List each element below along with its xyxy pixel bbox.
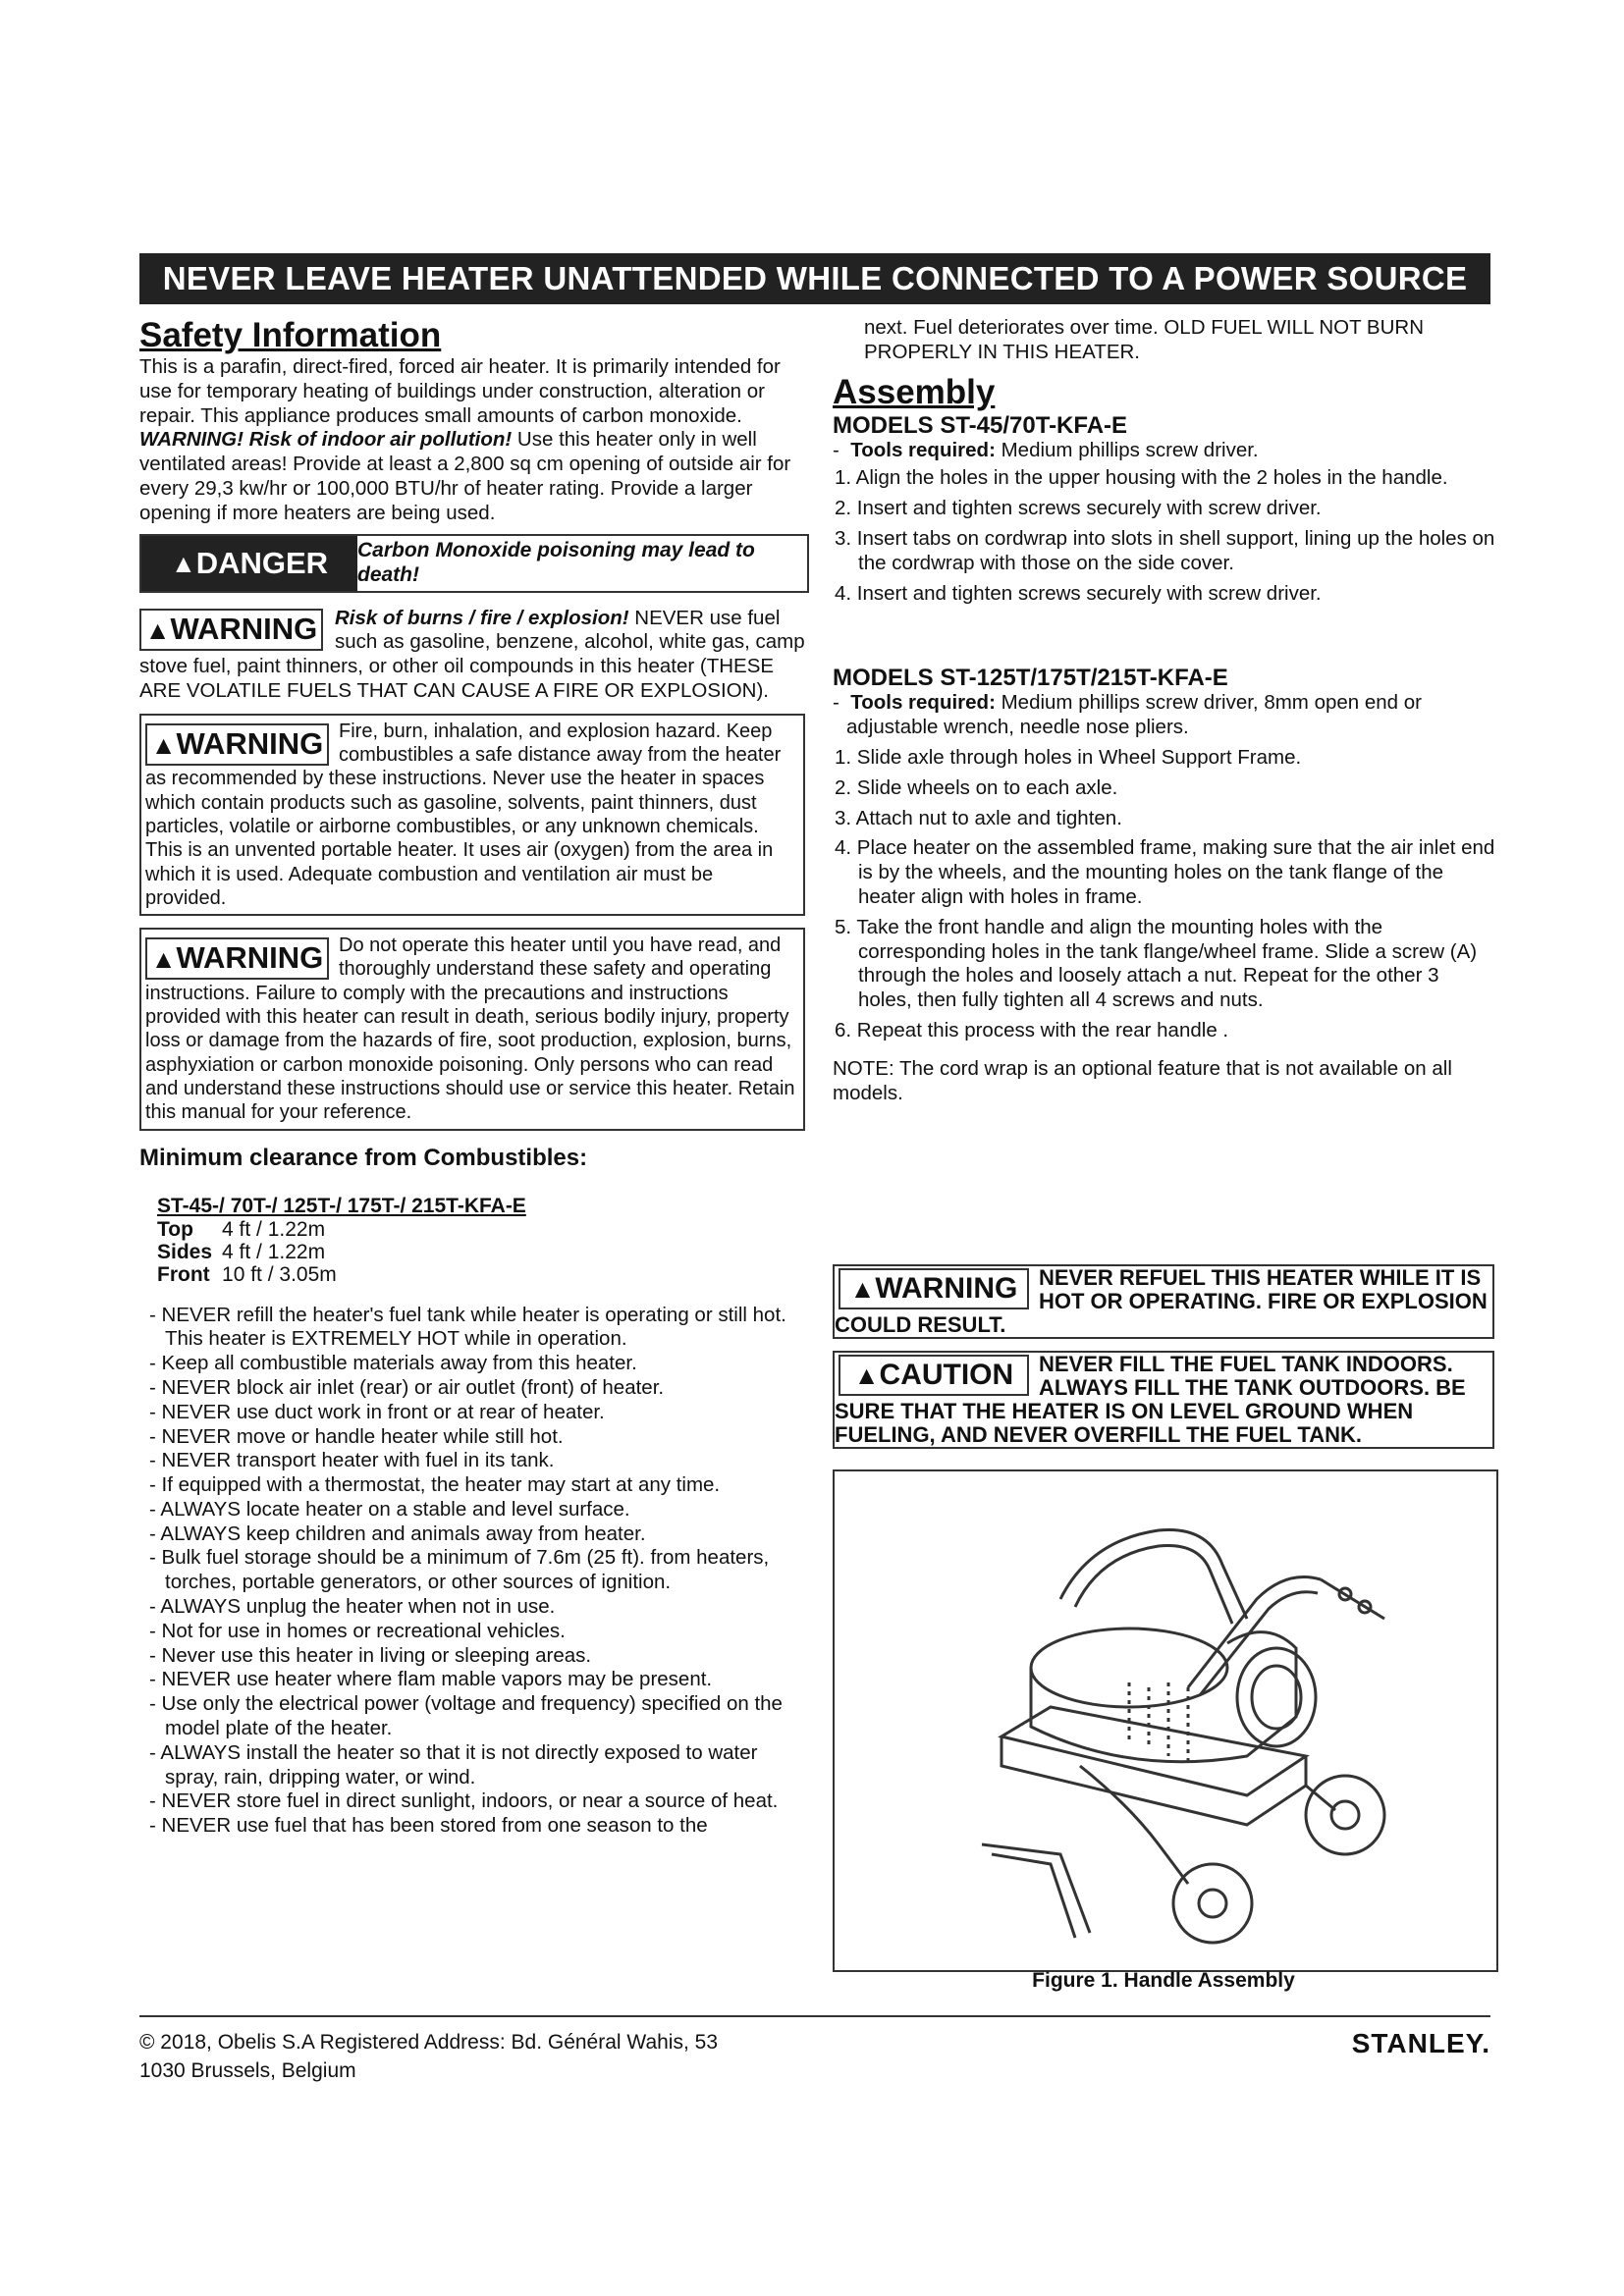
footer-copyright: © 2018, Obelis S.A Registered Address: Bd. Général Wahis, 53 1030 Brussels, Belgium: [139, 2031, 719, 2082]
warning-badge-refuel: ▲WARNING: [839, 1268, 1029, 1309]
fuel-continued: next. Fuel deteriorates over time. OLD FUEL WILL NOT BURN PROPERLY IN THIS HEATER.: [864, 316, 1425, 363]
list-item: - Bulk fuel storage should be a minimum of 7.6m (25 ft). from heaters, torches, portable generators, or other sources of ignition.: [149, 1546, 770, 1594]
top-banner: NEVER LEAVE HEATER UNATTENDED WHILE CONNECTED TO A POWER SOURCE: [139, 253, 1490, 304]
list-item: - NEVER use fuel that has been stored from one season to the: [149, 1814, 708, 1838]
list-item: 3. Attach nut to axle and tighten.: [835, 806, 1122, 829]
assembly-title: Assembly: [833, 372, 996, 411]
list-item: - NEVER use duct work in front or at rear of heater.: [149, 1400, 605, 1423]
list-item: - Keep all combustible materials away from this heater.: [149, 1352, 637, 1375]
right-column: [833, 316, 1496, 1105]
warning-1: ▲WARNING Risk of burns / fire / explosion! NEVER use fuel such as gasoline, benzene, alcohol, white gas, camp stove fuel, paint thinners, or other oil compounds in this heater (THESE ARE VOLATILE FUELS THAT CAN CAUSE A FIRE OR EXPLOSION).: [139, 606, 805, 702]
list-item: 3. Insert tabs on cordwrap into slots in shell support, lining up the holes on the cordwrap with those on the side cover.: [835, 526, 1495, 574]
warning-triangle-icon: ▲: [170, 548, 196, 578]
list-item: 1. Slide axle through holes in Wheel Support Frame.: [835, 745, 1302, 769]
models-2-title: MODELS ST-125T/175T/215T-KFA-E: [833, 665, 1228, 692]
list-item: 4. Place heater on the assembled frame, making sure that the air inlet end is by the wheels, and the mounting holes on the tank flange of the heater align with holes in frame.: [835, 836, 1495, 908]
clearance-title: Minimum clearance from Combustibles:: [139, 1144, 588, 1171]
warning-triangle-icon: ▲: [150, 729, 177, 760]
stanley-logo: STANLEY.: [1351, 2028, 1490, 2058]
warning-2: ▲WARNING Fire, burn, inhalation, and explosion hazard. Keep combustibles a safe distance away from the heater as recommended by these instructions. Never use the heater in spaces which contain products such as gasoline, solvents, paint thinners, dust particles, volatile or airborne combustibles, or any unknown chemicals. This is an unvented portable heater. It uses air (oxygen) from the area in which it is used. Adequate combustion and ventilation air must be provided.: [139, 714, 805, 916]
fill-caution: ▲CAUTION NEVER FILL THE FUEL TANK INDOORS. ALWAYS FILL THE TANK OUTDOORS. BE SURE THAT THE HEATER IS ON LEVEL GROUND WHEN FUELING, AND NEVER OVERFILL THE FUEL TANK.: [833, 1351, 1494, 1449]
clearance-models: ST-45-/ 70T-/ 125T-/ 175T-/ 215T-KFA-E: [157, 1194, 526, 1217]
list-item: - Use only the electrical power (voltage and frequency) specified on the model plate of the heater.: [149, 1692, 783, 1740]
list-item: - NEVER transport heater with fuel in its tank.: [149, 1449, 555, 1472]
warning-triangle-icon: ▲: [853, 1361, 880, 1390]
list-item: - If equipped with a thermostat, the heater may start at any time.: [149, 1473, 721, 1497]
heater-illustration: [835, 1471, 1496, 1970]
safety-rules-list: [139, 1304, 805, 1840]
danger-badge: ▲ DANGER: [141, 536, 357, 591]
assembly-note: NOTE: The cord wrap is an optional feature that is not available on all models.: [833, 1056, 1452, 1104]
warning-3: ▲WARNING Do not operate this heater until you have read, and thoroughly understand these safety and operating instructions. Failure to comply with the precautions and instructions provided with this heater can result in death, serious bodily injury, property loss or damage from the hazards of fire, soot production, explosion, burns, asphyxiation or carbon monoxide poisoning. Only persons who can read and understand these instructions should use or service this heater. Retain this manual for your reference.: [139, 928, 805, 1130]
list-item: - ALWAYS locate heater on a stable and level surface.: [149, 1497, 630, 1521]
warning-badge-1: ▲WARNING: [139, 609, 323, 651]
warning-triangle-icon: ▲: [849, 1274, 876, 1304]
safety-title: Safety Information: [139, 316, 442, 354]
list-item: - NEVER store fuel in direct sunlight, indoors, or near a source of heat.: [149, 1789, 779, 1813]
safety-intro: This is a parafin, direct-fired, forced air heater. It is primarily intended for use for temporary heating of buildings under construction, alteration or repair. This appliance produces small amounts of carbon monoxide. WARNING! Risk of indoor air pollution! Use this heater only in well ventilated areas! Provide at least a 2,800 sq cm opening of outside air for every 29,3 kw/hr or 100,000 BTU/hr of heater rating. Provide a larger opening if more heaters are being used.: [139, 355, 791, 524]
left-column: [139, 316, 805, 1839]
models-1-tools: - Tools required: Medium phillips screw driver.: [833, 438, 1259, 461]
models-1-title: MODELS ST-45/70T-KFA-E: [833, 411, 1128, 439]
list-item: - NEVER block air inlet (rear) or air outlet (front) of heater.: [149, 1375, 665, 1399]
figure-caption: Figure 1. Handle Assembly: [1032, 1969, 1295, 1992]
list-item: 2. Insert and tighten screws securely with screw driver.: [835, 497, 1322, 520]
list-item: - NEVER move or handle heater while still hot.: [149, 1424, 564, 1448]
models-1-steps: [833, 466, 1496, 606]
list-item: - ALWAYS keep children and animals away from heater.: [149, 1522, 646, 1545]
footer-rule: [139, 2015, 1490, 2017]
list-item: 1. Align the holes in the upper housing with the 2 holes in the handle.: [835, 466, 1448, 490]
list-item: - ALWAYS install the heater so that it is not directly exposed to water spray, rain, dripping water, or wind.: [149, 1740, 758, 1789]
clearance-table: [157, 1218, 347, 1286]
list-item: - ALWAYS unplug the heater when not in use.: [149, 1595, 556, 1619]
list-item: - Never use this heater in living or sleeping areas.: [149, 1643, 592, 1667]
danger-box: [139, 534, 809, 593]
clearance-row: Front 10 ft / 3.05m: [157, 1262, 337, 1286]
clearance-row: Top 4 ft / 1.22m: [157, 1217, 326, 1241]
handle-assembly-figure: [833, 1469, 1498, 1972]
models-2-tools: - Tools required: Medium phillips screw driver, 8mm open end or adjustable wrench, needle nose pliers.: [833, 691, 1422, 739]
list-item: 2. Slide wheels on to each axle.: [835, 775, 1118, 799]
warning-badge-3: ▲WARNING: [145, 937, 329, 980]
refuel-warning: ▲WARNING NEVER REFUEL THIS HEATER WHILE IT IS HOT OR OPERATING. FIRE OR EXPLOSION COULD RESULT.: [833, 1264, 1494, 1339]
list-item: 4. Insert and tighten screws securely with screw driver.: [835, 581, 1322, 605]
list-item: - Not for use in homes or recreational vehicles.: [149, 1619, 566, 1642]
caution-badge: ▲CAUTION: [839, 1355, 1029, 1396]
clearance-row: Sides 4 ft / 1.22m: [157, 1240, 326, 1263]
list-item: - NEVER refill the heater's fuel tank while heater is operating or still hot. This heater is EXTREMELY HOT while in operation.: [149, 1303, 786, 1351]
warning-triangle-icon: ▲: [144, 614, 171, 645]
models-2-steps: [833, 746, 1496, 1043]
list-item: 5. Take the front handle and align the mounting holes with the corresponding holes in the tank flange/wheel frame. Slide a screw (A) through the holes and loosely attach a nut. Repeat for the other 3 holes, then fully tighten all 4 screws and nuts.: [835, 915, 1478, 1012]
warning-triangle-icon: ▲: [150, 944, 177, 975]
danger-text: Carbon Monoxide poisoning may lead to death!: [357, 538, 755, 586]
list-item: - NEVER use heater where flam mable vapors may be present.: [149, 1668, 713, 1691]
list-item: 6. Repeat this process with the rear handle .: [835, 1018, 1229, 1041]
warning-badge-2: ▲WARNING: [145, 723, 329, 766]
